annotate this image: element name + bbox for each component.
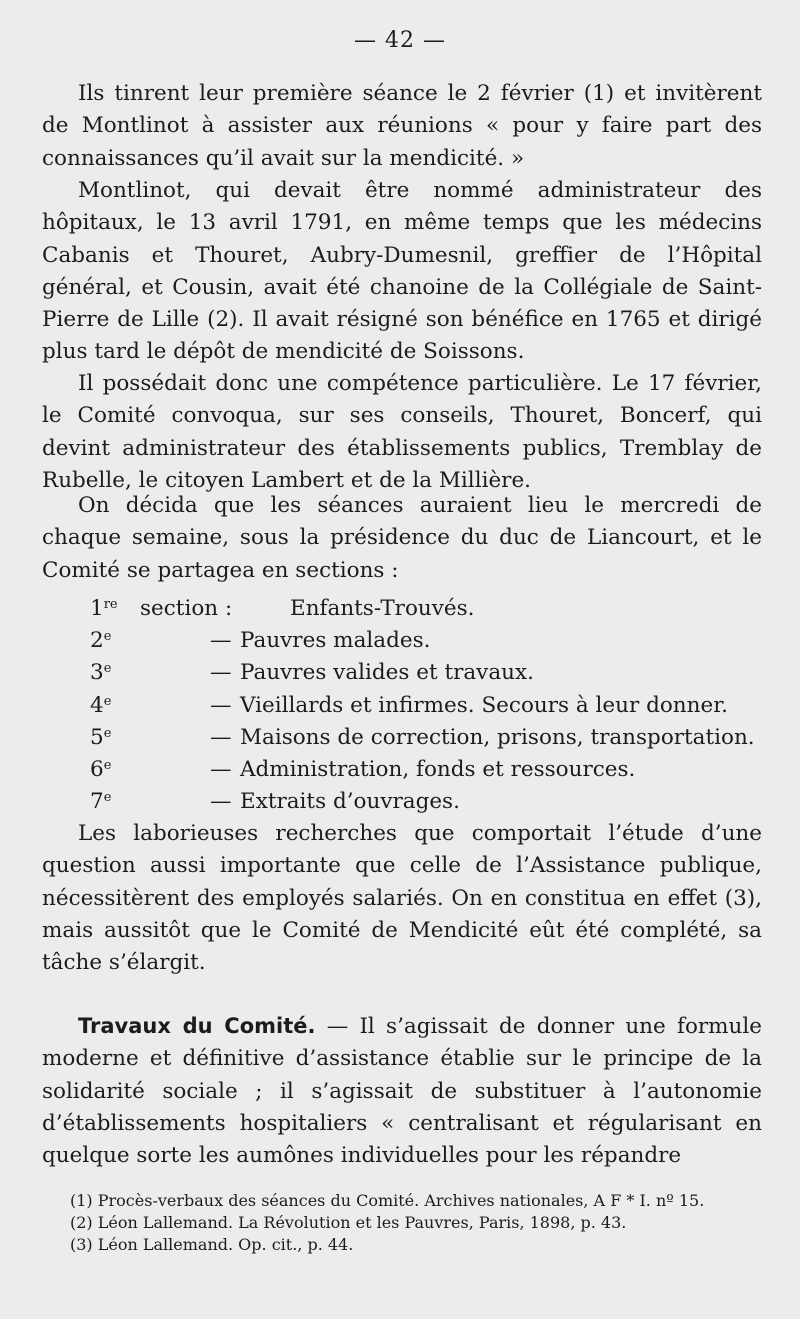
footnotes — [42, 1190, 762, 1256]
section-row — [90, 624, 780, 656]
section-number: 4e — [90, 692, 112, 718]
section-label: section : — [140, 595, 233, 621]
section-number: 6e — [90, 757, 112, 783]
paragraph-research: Les laborieuses recherches que comportait l’étude d’une question aussi importante que celle de l’Assistance publique, nécessitèrent des employés salariés. On en constitua en effet (3), mais aussitôt que le Comité de Mendicité eût été complété, sa tâche s’élargit. — [42, 821, 762, 976]
section-title: Maisons de correction, prisons, transportation. — [240, 724, 755, 750]
section-row — [90, 592, 780, 624]
section-number: 1re — [90, 595, 118, 621]
paragraph-works — [42, 1010, 762, 1172]
paragraph-montlinot: Montlinot, qui devait être nommé administrateur des hôpitaux, le 13 avril 1791, en même temps que les médecins Cabanis et Thouret, Aubry-Dumesnil, greffier de l’Hôpital général, et Cousin, avait été chanoine de la Collégiale de Saint-Pierre de Lille (2). Il avait résigné son bénéfice en 1765 et dirigé plus tard le dépôt de mendicité de Soissons. — [42, 178, 762, 365]
section-dash: — — [210, 627, 232, 653]
paragraph-works-body: — Il s’agissait de donner une formule moderne et définitive d’assistance établie sur le principe de la solidarité sociale ; il s’agissait de substituer à l’autonomie d’établissements hospitaliers « centralisant et régularisant en quelque sorte les aumônes individuelles pour les répandre — [42, 1014, 762, 1169]
section-dash: — — [210, 724, 232, 750]
section-dash: — — [210, 660, 232, 686]
section-heading: Travaux du Comité. — [78, 1014, 316, 1038]
section-title: Enfants-Trouvés. — [290, 595, 475, 621]
page-number: — 42 — — [354, 28, 446, 53]
section-dash: — — [210, 757, 232, 783]
section-dash: — — [210, 789, 232, 815]
section-row — [90, 657, 780, 689]
section-title: Extraits d’ouvrages. — [240, 789, 460, 815]
section-title: Administration, fonds et ressources. — [240, 757, 636, 783]
footnote-3: (3) Léon Lallemand. Op. cit., p. 44. — [70, 1235, 354, 1254]
paragraph-first-session: Ils tinrent leur première séance le 2 février (1) et invitèrent de Montlinot à assister aux réunions « pour y faire part des connaissances qu’il avait sur la mendicité. » — [42, 81, 762, 171]
section-row — [90, 753, 780, 785]
section-title: Pauvres malades. — [240, 627, 431, 653]
section-number: 2e — [90, 627, 112, 653]
footnote-2: (2) Léon Lallemand. La Révolution et les Pauvres, Paris, 1898, p. 43. — [70, 1213, 627, 1232]
section-row — [90, 786, 780, 818]
section-number: 3e — [90, 660, 112, 686]
section-dash: — — [210, 692, 232, 718]
footnote-1: (1) Procès-verbaux des séances du Comité. Archives nationales, A F * I. nº 15. — [70, 1191, 705, 1210]
section-title: Vieillards et infirmes. Secours à leur donner. — [240, 692, 728, 718]
section-row — [90, 689, 780, 721]
paragraph-competence: Il possédait donc une compétence particulière. Le 17 février, le Comité convoqua, sur ses conseils, Thouret, Boncerf, qui devint administrateur des établissements publics, Tremblay de Rubelle, le citoyen Lambert et de la Millière. — [42, 371, 762, 493]
sections-list — [90, 592, 780, 818]
section-title: Pauvres valides et travaux. — [240, 660, 534, 686]
section-number: 7e — [90, 789, 112, 815]
section-number: 5e — [90, 724, 112, 750]
section-row — [90, 721, 780, 753]
paragraph-sessions: On décida que les séances auraient lieu le mercredi de chaque semaine, sous la présidence du duc de Liancourt, et le Comité se partagea en sections : — [42, 493, 762, 583]
